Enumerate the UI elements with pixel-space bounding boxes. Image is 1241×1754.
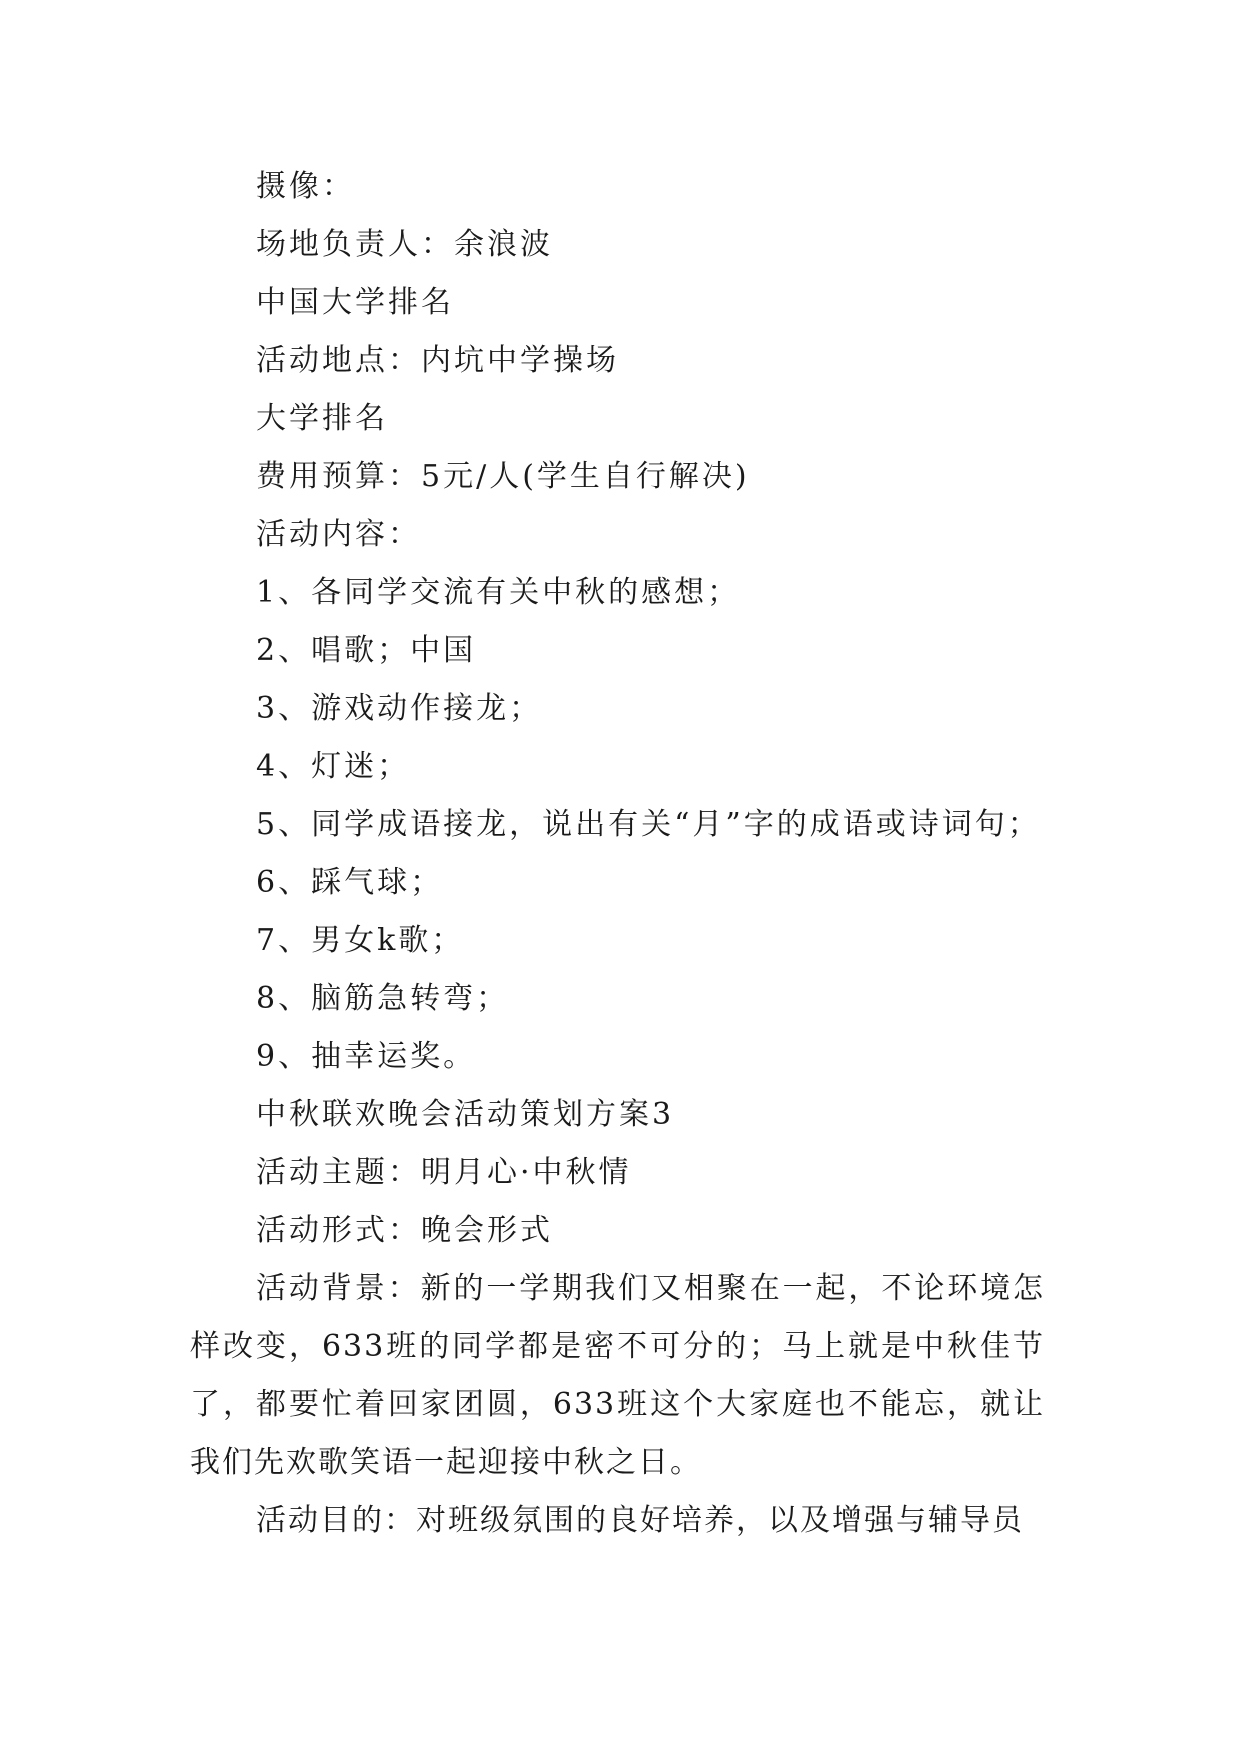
line-venue: 活动地点：内坑中学操场 [256,343,619,378]
line-university-ranking: 大学排名 [256,401,388,436]
line-activity-content: 活动内容： [256,517,421,552]
list-item: 8、脑筋急转弯； [256,981,510,1016]
list-item: 9、抽幸运奖。 [256,1039,477,1074]
list-item: 4、灯迷； [256,749,411,784]
list-item: 5、同学成语接龙，说出有关“月”字的成语或诗词句； [256,807,1041,842]
paragraph-background: 活动背景：新的一学期我们又相聚在一起，不论环境怎样改变，633班的同学都是密不可分的；马上就是中秋佳节了，都要忙着回家团圆，633班这个大家庭也不能忘，就让我们先欢歌笑语一起迎接中秋之日。 [190,1271,1045,1480]
line-activity-format: 活动形式：晚会形式 [256,1213,553,1248]
paragraph-purpose: 活动目的：对班级氛围的良好培养，以及增强与辅导员 [256,1503,1024,1538]
list-item: 7、男女k歌； [256,923,465,958]
line-camera: 摄像： [256,169,355,204]
list-item: 2、唱歌；中国 [256,633,477,668]
section-heading: 中秋联欢晚会活动策划方案3 [256,1097,675,1132]
line-budget: 费用预算：5元/人(学生自行解决) [256,459,750,494]
document-body [190,158,1045,1550]
list-item: 1、各同学交流有关中秋的感想； [256,575,741,610]
line-china-university-ranking: 中国大学排名 [256,285,454,320]
list-item: 6、踩气球； [256,865,444,900]
list-item: 3、游戏动作接龙； [256,691,543,726]
line-venue-manager: 场地负责人：余浪波 [256,227,553,262]
line-activity-theme: 活动主题：明月心·中秋情 [256,1155,632,1190]
